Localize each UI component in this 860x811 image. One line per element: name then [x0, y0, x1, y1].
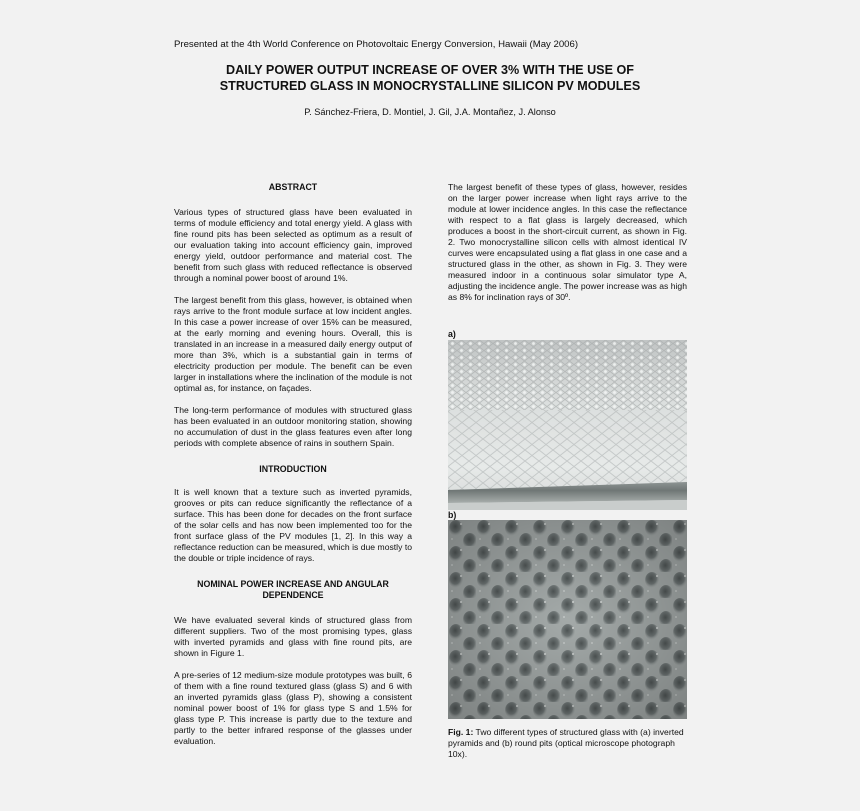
figure-b-label: b): [448, 510, 457, 520]
introduction-paragraph: It is well known that a texture such as inverted pyramids, grooves or pits can reduce significantly the reflectance of a surface. This has been done for decades on the front surface of the solar cells and has now been implemented too for the front surface glass of the PV modules [1, 2]. In this way a reflectance reduction can be measured, which is due mostly to the double or triple incidence of rays.: [174, 487, 412, 563]
right-column: [448, 182, 687, 303]
abstract-heading: ABSTRACT: [268, 182, 318, 192]
conference-note: Presented at the 4th World Conference on Photovoltaic Energy Conversion, Hawaii (May 2006): [174, 39, 579, 50]
nominal-power-heading: [174, 579, 412, 601]
caption-label: Fig. 1:: [448, 727, 474, 737]
body-paragraph: A pre-series of 12 medium-size module prototypes was built, 6 of them with a fine round textured glass (glass S) and 6 with an inverted pyramids glass (glass P), showing a consistent nominal power boost of 1% for glass type S and 1.5% for glass type P. This increase is partly due to the texture and partly to the better infrared response of the glasses under evaluation.: [174, 670, 412, 746]
heading-line: DEPENDENCE: [262, 590, 324, 600]
author-list: P. Sánchez-Friera, D. Montiel, J. Gil, J.A. Montañez, J. Alonso: [304, 107, 556, 117]
heading-line: NOMINAL POWER INCREASE AND ANGULAR: [197, 579, 389, 589]
title-line-1: DAILY POWER OUTPUT INCREASE OF OVER 3% WITH THE USE OF: [226, 63, 634, 77]
body-paragraph: We have evaluated several kinds of structured glass from different suppliers. Two of the most promising types, glass with inverted pyramids and glass with fine round pits, are shown in Figure 1.: [174, 615, 412, 658]
abstract-paragraph: The long-term performance of modules with structured glass has been evaluated in an outdoor monitoring station, showing no accumulation of dust in the glass features even after long periods with complete absence of rains in southern Spain.: [174, 405, 412, 448]
inverted-pyramids-photo: [448, 340, 687, 510]
abstract-paragraph: The largest benefit from this glass, however, is obtained when rays arrive to the front module surface at low incident angles. In this case a power increase of over 15% can be measured, at the early morning and evening hours. Overall, this is translated in an increase in a measured daily energy output of more than 3%, which is a substantial gain in terms of electricity production per module. The benefit can be even larger in installations where the inclination of the module is not optimal as, for instance, on façades.: [174, 295, 412, 393]
figure-caption: [448, 727, 688, 760]
title-line-2: STRUCTURED GLASS IN MONOCRYSTALLINE SILICON PV MODULES: [219, 79, 641, 93]
caption-text: Two different types of structured glass with (a) inverted pyramids and (b) round pits (optical microscope photograph 10x).: [448, 727, 684, 759]
body-paragraph: The largest benefit of these types of glass, however, resides on the larger power increase when light rays arrive to the module at lower incidence angles. In this case the reflectance with respect to a flat glass is largely decreased, which produces a boost in the short-circuit current, as shown in Fig. 2. Two monocrystalline silicon cells with almost identical IV curves were encapsulated using a flat glass in one case and a structured glass in the other, as shown in Fig. 3. They were measured indoor in a continuous solar simulator type A, adjusting the incidence angle. The power increase was as high as 8% for inclination rays of 30º.: [448, 182, 687, 302]
abstract-paragraph: Various types of structured glass have been evaluated in terms of module efficiency and total energy yield. A glass with fine round pits has been selected as optimum as a result of our evaluation taking into account efficiency gain, improved energy yield, outdoor performance and material cost. The benefit from such glass with reduced reflectance is observed through a nominal power boost of around 1%.: [174, 207, 412, 283]
round-pits-photo: [448, 520, 687, 719]
paper-title: [150, 62, 710, 94]
figure-a-label: a): [448, 329, 456, 339]
left-column: [174, 182, 412, 747]
introduction-heading: INTRODUCTION: [259, 464, 327, 474]
